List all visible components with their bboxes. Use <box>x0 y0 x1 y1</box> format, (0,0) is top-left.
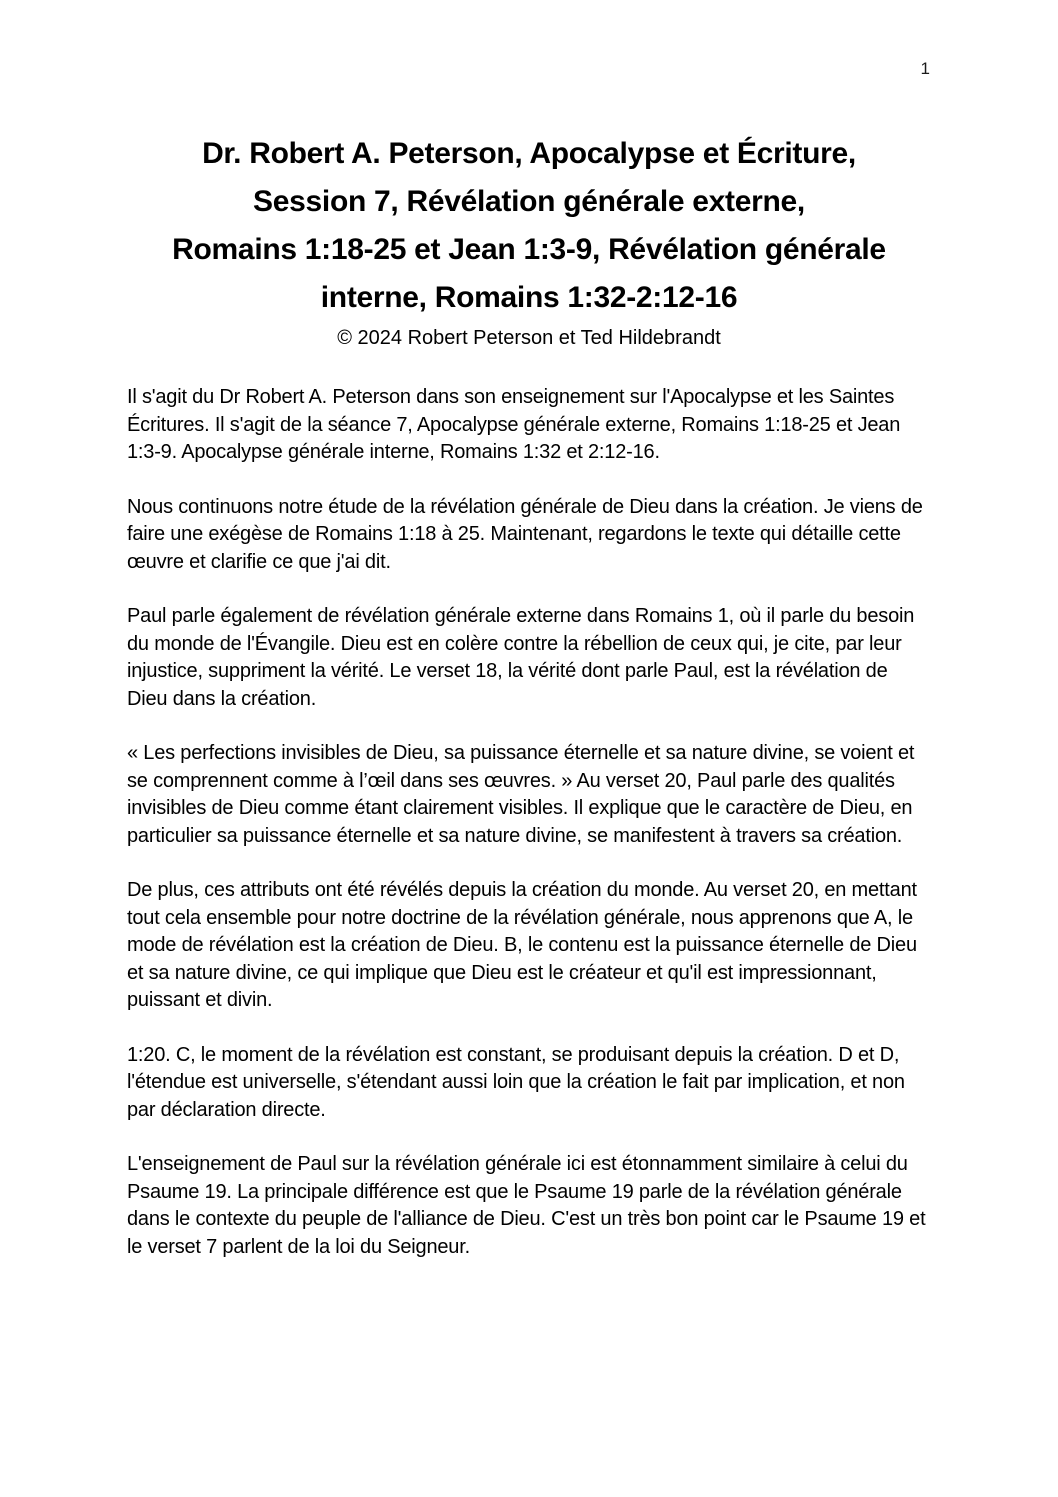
body-paragraph: Paul parle également de révélation générale externe dans Romains 1, où il parle du besoin du monde de l'Évangile. Dieu est en colère contre la rébellion de ceux qui, je cite, par leur injustice, suppriment la vérité. Le verset 18, la vérité dont parle Paul, est la révélation de Dieu dans la création. <box>127 605 915 710</box>
document-body <box>127 384 932 1261</box>
title-line-1: Dr. Robert A. Peterson, Apocalypse et Écriture, <box>202 137 856 170</box>
document-title <box>0 0 1058 322</box>
page-number: 1 <box>920 59 930 78</box>
body-paragraph: « Les perfections invisibles de Dieu, sa puissance éternelle et sa nature divine, se voient et se comprennent comme à l’œil dans ses œuvres. » Au verset 20, Paul parle des qualités invisibles de Dieu comme étant clairement visibles. Il explique que le caractère de Dieu, en particulier sa puissance éternelle et sa nature divine, se manifestent à travers sa création. <box>127 742 915 847</box>
body-paragraph: L'enseignement de Paul sur la révélation générale ici est étonnamment similaire à celui du Psaume 19. La principale différence est que le Psaume 19 parle de la révélation générale dans le contexte du peuple de l'alliance de Dieu. C'est un très bon point car le Psaume 19 et le verset 7 parlent de la loi du Seigneur. <box>127 1153 926 1258</box>
body-paragraph: 1:20. C, le moment de la révélation est constant, se produisant depuis la création. D et D, l'étendue est universelle, s'étendant aussi loin que la création le fait par implication, et non par déclaration directe. <box>127 1043 905 1121</box>
title-line-2: Session 7, Révélation générale externe, <box>253 185 805 218</box>
body-paragraph: Nous continuons notre étude de la révélation générale de Dieu dans la création. Je viens de faire une exégèse de Romains 1:18 à 25. Maintenant, regardons le texte qui détaille cette œuvre et clarifie ce que j'ai dit. <box>127 495 923 573</box>
body-paragraph: Il s'agit du Dr Robert A. Peterson dans son enseignement sur l'Apocalypse et les Saintes Écritures. Il s'agit de la séance 7, Apocalypse générale externe, Romains 1:18-25 et Jean 1:3-9. Apocalypse générale interne, Romains 1:32 et 2:12-16. <box>127 386 901 463</box>
title-line-4: interne, Romains 1:32-2:12-16 <box>320 281 738 314</box>
copyright-byline: © 2024 Robert Peterson et Ted Hildebrandt <box>337 327 721 349</box>
title-line-3: Romains 1:18-25 et Jean 1:3-9, Révélation générale <box>172 233 886 266</box>
body-paragraph: De plus, ces attributs ont été révélés depuis la création du monde. Au verset 20, en mettant tout cela ensemble pour notre doctrine de la révélation générale, nous apprenons que A, le mode de révélation est la création de Dieu. B, le contenu est la puissance éternelle de Dieu et sa nature divine, ce qui implique que Dieu est le créateur et qu'il est impressionnant, puissant et divin. <box>127 879 917 1011</box>
